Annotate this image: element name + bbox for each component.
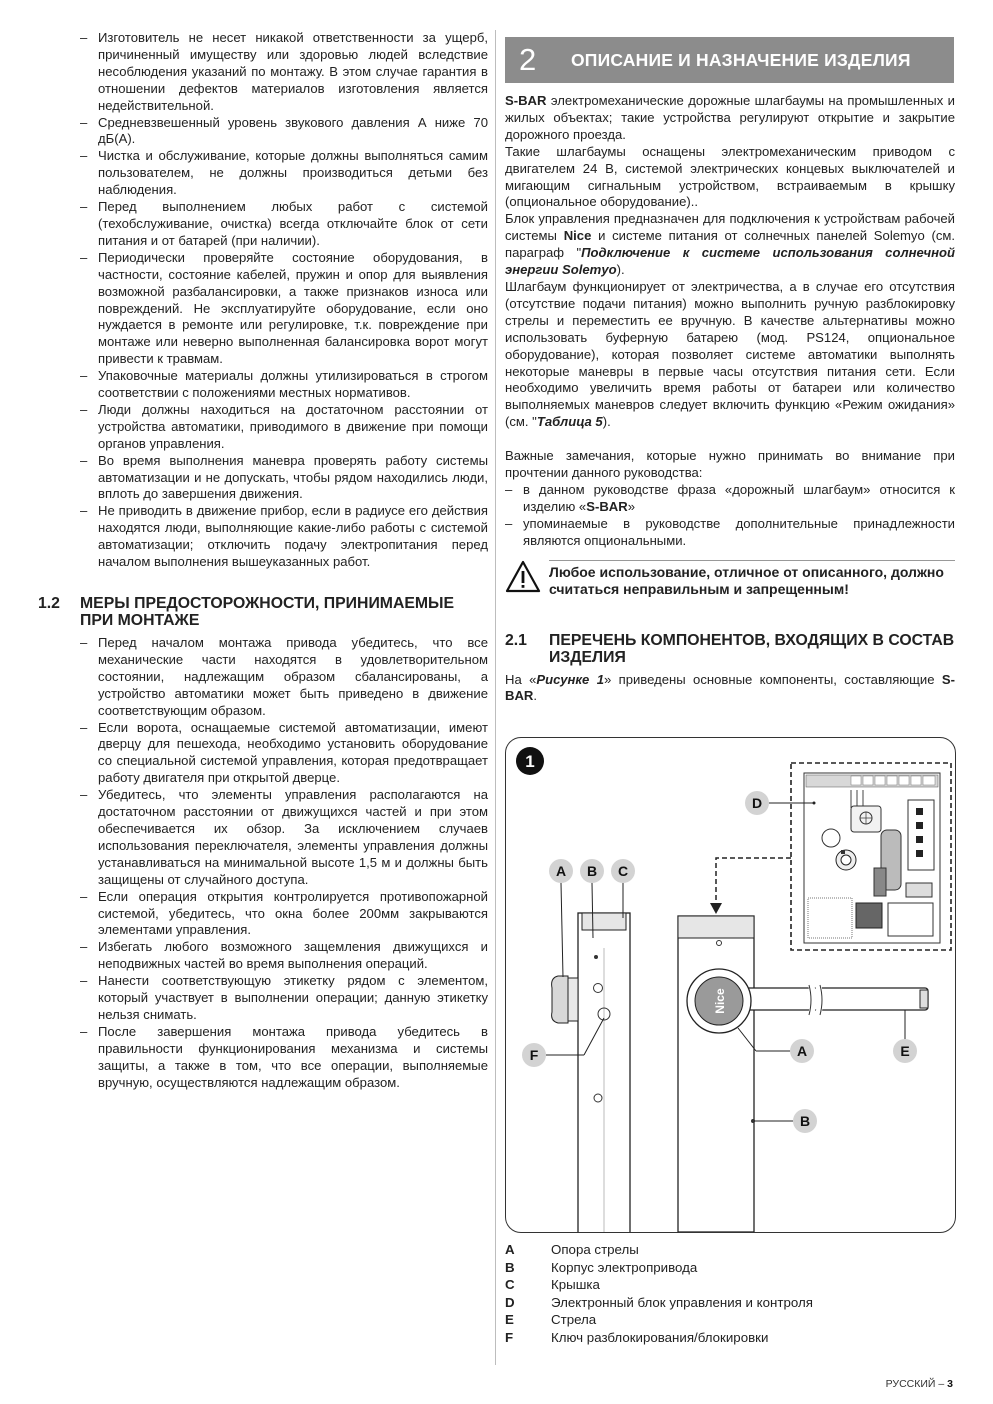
solemyo-reference: Подключение к системе использования солнечной энергии Solemyo	[505, 245, 956, 278]
intro-paragraph	[505, 93, 955, 144]
list-item: – Упаковочные материалы должны утилизироваться в строгом соответствии с положениями местных нормативов.	[80, 368, 488, 402]
legend-key: D	[505, 1294, 515, 1310]
label-c: C	[617, 863, 629, 879]
text-span: » приведены основные компоненты, составляющие	[603, 671, 942, 687]
list-item: – упоминаемые в руководстве дополнительные принадлежности являются опциональными.	[505, 516, 955, 550]
legend-key: E	[505, 1312, 514, 1328]
warning-box	[505, 564, 955, 599]
list-item: – Нанести соответствующую этикетку рядом с элементом, который участвует в выполнении операции; данную этикетку нельзя снимать.	[80, 973, 488, 1024]
legend-row	[505, 1329, 813, 1347]
legend-row	[505, 1276, 813, 1294]
text-span: На «	[505, 671, 537, 687]
list-item	[505, 482, 955, 516]
list-item: – Перед началом монтажа привода убедитесь, что все механические части находятся в удовлетворительном состоянии, надлежащим образом сбалансированы, а устройство автоматики может быть приведено в движение соответствующим образом.	[80, 635, 488, 720]
warning-text: Любое использование, отличное от описанного, должно считаться неправильным и запрещенным!	[549, 563, 944, 598]
list-item: – Изготовитель не несет никакой ответственности за ущерб, причиненный имуществу или здоровью людей вследствие несоблюдения указаний по монтажу. В этом случае гарантия в отношении дефектов материалов изготовления является недействительной.	[80, 30, 488, 115]
text-span: »	[627, 498, 635, 514]
label-d: D	[751, 795, 763, 811]
list-item: – Во время выполнения маневра проверять работу системы автоматизации и не допускать, чтобы рядом находились люди, вплоть до завершения движения.	[80, 453, 488, 504]
power-paragraph	[505, 279, 955, 431]
legend-key: A	[505, 1242, 515, 1257]
chapter-number: 2	[519, 42, 537, 77]
motor-paragraph: Такие шлагбаумы оснащены электромеханическим приводом с двигателем 24 В, системой электрических концевых выключателей и мигающим сигнальным устройством, встраиваемым в крышку (опциональное оборудование)..	[505, 143, 955, 210]
page-footer	[886, 1378, 953, 1390]
list-item: – Не приводить в движение прибор, если в радиусе его действия находятся люди, выполняющие какие-либо работы с системой автоматизации; отключить подачу электропитания перед началом выполнения вышеуказанных работ.	[80, 503, 488, 571]
section-title: ПЕРЕЧЕНЬ КОМПОНЕНТОВ, ВХОДЯЩИХ В СОСТАВ ИЗДЕЛИЯ	[549, 631, 955, 666]
barrier-diagram	[506, 738, 955, 1232]
figure-1	[505, 737, 956, 1233]
boom-arm	[746, 988, 928, 1010]
legend-row	[505, 1294, 813, 1312]
column-divider	[495, 30, 496, 1365]
legend-row	[505, 1259, 813, 1277]
label-a: A	[555, 863, 567, 879]
legend-text: Корпус электропривода	[551, 1259, 698, 1275]
legend-text: Стрела	[551, 1312, 597, 1328]
list-item: – Избегать любого возможного защемления движущихся и неподвижных частей во время выполнения операций.	[80, 939, 488, 973]
figure-reference: Рисунке 1	[536, 671, 604, 687]
label-a-right: A	[796, 1043, 808, 1059]
text-span: Блок управления предназначен для подключения к устройствам рабочей системы	[505, 211, 955, 244]
section-heading-1-2	[38, 595, 488, 629]
product-name: S-BAR	[505, 671, 955, 704]
text-span: .	[533, 688, 538, 704]
section-title: МЕРЫ ПРЕДОСТОРОЖНОСТИ, ПРИНИМАЕМЫЕ ПРИ МОНТАЖЕ	[80, 595, 455, 629]
control-unit-paragraph	[505, 211, 955, 279]
figure-number: 1	[525, 752, 535, 771]
list-item: – Если операция открытия контролируется противопожарной системой, убедитесь, что окна более 200мм закрываются элементами управления.	[80, 889, 488, 940]
text-span: ).	[616, 262, 625, 278]
list-item: – Люди должны находиться на достаточном расстоянии от устройства автоматики, приводимого в движение при помощи органов управления.	[80, 402, 488, 453]
legend-text: Электронный блок управления и контроля	[551, 1294, 813, 1310]
list-item: – Периодически проверяйте состояние оборудования, в частности, состояние кабелей, пружин и опор для выявления возможной разбалансировки, а также признаков износа или повреждений. Не эксплуатируйте оборудование, если оно нуждается в ремонте или регулировке, т.к. повреждение при монтаже или неверно выполненная балансировка ворот могут привести к травмам.	[80, 250, 488, 368]
list-item: – После завершения монтажа привода убедитесь в правильности функционирования механизма и системы защиты, а также в том, что все операции, выполняемые вручную, осуществляются надлежащим образом.	[80, 1024, 488, 1092]
text-span: ).	[602, 414, 611, 430]
footer-language: РУССКИЙ –	[885, 1378, 948, 1390]
legend-key: C	[505, 1277, 515, 1293]
label-e: E	[900, 1043, 910, 1059]
label-b: B	[586, 863, 598, 879]
left-column	[38, 30, 488, 1091]
nice-logo: Nice	[713, 988, 727, 1014]
legend-key: F	[505, 1329, 514, 1345]
chapter-title: ОПИСАНИЕ И НАЗНАЧЕНИЕ ИЗДЕЛИЯ	[571, 50, 911, 70]
legend-text: Ключ разблокирования/блокировки	[551, 1329, 769, 1345]
installation-list	[80, 635, 488, 1091]
section-number: 1.2	[38, 595, 60, 612]
text-span: и системе питания от солнечных панелей Solemyo (см. параграф "	[505, 228, 956, 261]
section-heading-2-1	[505, 632, 955, 666]
notes-list	[505, 482, 955, 550]
product-name: S-BAR	[505, 93, 547, 108]
safety-list	[80, 30, 488, 571]
label-f: F	[529, 1047, 539, 1063]
chapter-banner	[505, 37, 954, 83]
figure-legend	[505, 1241, 813, 1347]
legend-text: Крышка	[551, 1277, 600, 1293]
list-item: – Средневзвешенный уровень звукового давления А ниже 70 дБ(А).	[80, 115, 488, 149]
text-span: в данном руководстве фраза «дорожный шлагбаум» относится к изделию «	[523, 481, 955, 514]
brand-name: Nice	[563, 228, 592, 244]
intro-text: электромеханические дорожные шлагбаумы на промышленных и жилых объектах; такие устройства регулируют открытие и закрытие дорожного проезда.	[505, 93, 955, 142]
product-name: S-BAR	[586, 498, 628, 514]
table-reference: Таблица 5	[536, 414, 603, 430]
legend-key: B	[505, 1259, 515, 1275]
list-item: – Если ворота, оснащаемые системой автоматизации, имеют дверцу для пешехода, необходимо установить оборудование со специальной системой управления, которая предотвращает работу двигателя при открытой дверце.	[80, 720, 488, 788]
list-item: – Перед выполнением любых работ с системой (техобслуживание, очистка) всегда отключайте блок от сети питания и от батарей (при наличии).	[80, 199, 488, 250]
figure-intro	[505, 672, 955, 706]
page-number: 3	[947, 1378, 953, 1390]
right-column	[505, 93, 955, 705]
list-item: – Убедитесь, что элементы управления располагаются на достаточном расстоянии от движущихся частей и при этом обеспечивается их обзор. За исключением случаев использования переключателя, элементы управления должны устанавливаться на минимальной высоте 1,5 м и должны быть защищены от случайного доступа.	[80, 787, 488, 888]
warning-icon	[505, 560, 541, 594]
section-number: 2.1	[505, 631, 527, 649]
text-span: Шлагбаум функционирует от электричества, а в случае его отсутствия (отсутствие подачи питания) можно выполнить ручную разблокировку стрелы и переместить ее вручную. В качестве альтернативы можно использовать буферную батарею (мод. PS124, опциональное оборудование), которая позволяет системе автоматики выполнять некоторые маневры в первые часы отсутствия питания сети. Если необходимо увеличить время работы от батареи или количество выполняемых маневров следует включить функцию «Режим ожидания» (см. "	[505, 278, 955, 430]
notes-paragraph: Важные замечания, которые нужно принимать во внимание при прочтении данного руководства:	[505, 448, 955, 481]
legend-text: Опора стрелы	[551, 1242, 639, 1257]
label-b-right: B	[799, 1113, 811, 1129]
warning-rule	[549, 560, 955, 561]
housing-body	[678, 916, 754, 1232]
legend-row	[505, 1241, 813, 1259]
list-item: – Чистка и обслуживание, которые должны выполняться самим пользователем, не должны производиться детьми без наблюдения.	[80, 148, 488, 199]
legend-row	[505, 1311, 813, 1329]
